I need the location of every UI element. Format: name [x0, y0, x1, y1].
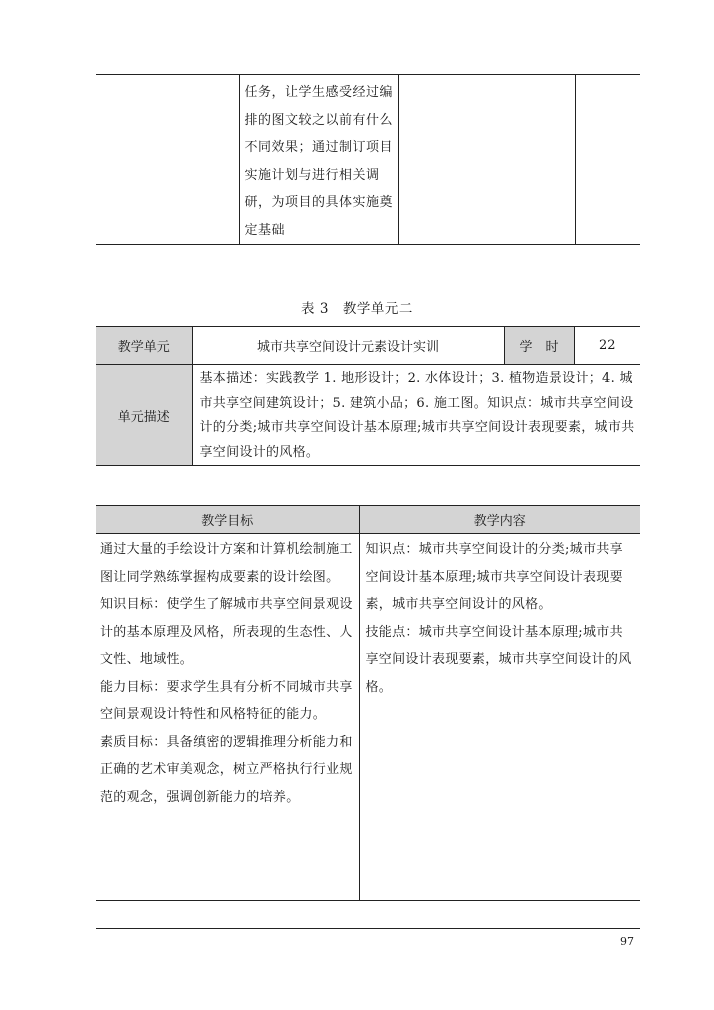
- objectives-table: [96, 505, 640, 901]
- task-description: 任务，让学生感受经过编排的图文较之以前有什么不同效果；通过制订项目实施计划与进行相关调研，为项目的具体实施奠定基础: [244, 85, 394, 238]
- unit-table: [96, 326, 640, 466]
- desc-cell: [192, 365, 640, 466]
- content-item: 技能点：城市共享空间设计基本原理;城市共享空间设计表现要素，城市共享空间设计的风格。: [365, 624, 632, 695]
- objective-item: 知识目标：使学生了解城市共享空间景观设计的基本原理及风格，所表现的生态性、人文性、地域性。: [100, 597, 353, 667]
- desc-label: 单元描述: [96, 365, 192, 466]
- unit-name: 城市共享空间设计元素设计实训: [192, 327, 504, 365]
- contents-header: 教学内容: [359, 506, 640, 534]
- objective-item: 素质目标：具备缜密的逻辑推理分析能力和正确的艺术审美观念，树立严格执行行业规范的观念，强调创新能力的培养。: [100, 734, 353, 805]
- table-cell: [575, 75, 640, 245]
- contents-cell: [359, 534, 640, 901]
- desc-text: 基本描述：实践教学 1. 地形设计；2. 水体设计；3. 植物造景设计；4. 城市共享空间建筑设计；5. 建筑小品；6. 施工图。知识点：城市共享空间设计的分类;城市共享空间设计基本原理;城市共享空间设计表现要素，城市共享空间设计的风格。: [199, 371, 635, 460]
- continuation-table: [96, 74, 640, 245]
- content-item: 知识点：城市共享空间设计的分类;城市共享空间设计基本原理;城市共享空间设计表现要素，城市共享空间设计的风格。: [365, 542, 623, 612]
- objective-item: 通过大量的手绘设计方案和计算机绘制施工图让同学熟练掌握构成要素的设计绘图。: [100, 542, 353, 585]
- objective-item: 能力目标：要求学生具有分析不同城市共享空间景观设计特性和风格特征的能力。: [100, 679, 353, 722]
- table-caption: 表 3 教学单元二: [301, 301, 413, 317]
- table-cell: [239, 75, 398, 245]
- footer-divider: [96, 928, 640, 929]
- hours-value: 22: [574, 327, 640, 365]
- objectives-header: 教学目标: [96, 506, 359, 534]
- objectives-cell: [96, 534, 359, 901]
- page-number: 97: [620, 935, 634, 948]
- table-cell: [398, 75, 575, 245]
- table-cell: [96, 75, 239, 245]
- hours-label: 学 时: [504, 327, 574, 365]
- unit-label: 教学单元: [96, 327, 192, 365]
